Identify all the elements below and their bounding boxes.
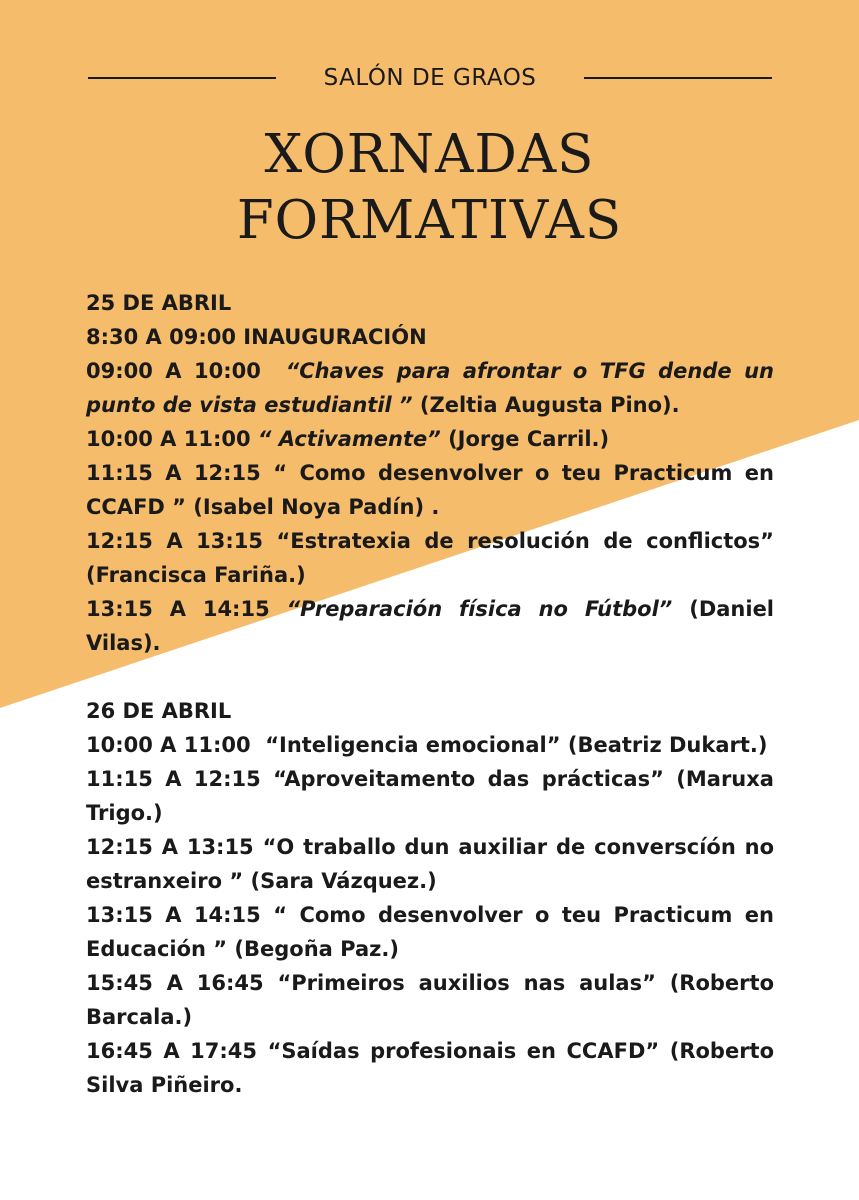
poster-title xyxy=(0,122,859,254)
day-heading: 26 DE ABRIL xyxy=(86,699,232,723)
entry-speaker: (Sara Vázquez.) xyxy=(250,869,437,893)
venue-label: SALÓN DE GRAOS xyxy=(323,65,537,91)
schedule-entry xyxy=(86,830,774,898)
opening-entry: 8:30 A 09:00 INAUGURACIÓN xyxy=(86,325,427,349)
entry-time: 09:00 A 10:00 xyxy=(86,359,261,383)
entry-time: 10:00 A 11:00 xyxy=(86,427,251,451)
schedule-entry xyxy=(86,524,774,592)
entry-speaker: (Roberto Barcala.) xyxy=(86,971,774,1029)
entry-speaker: (Beatriz Dukart.) xyxy=(567,733,768,757)
entry-title: “Aproveitamento das prácticas” xyxy=(273,767,664,791)
day-block-25-april xyxy=(86,286,774,660)
entry-time: 11:15 A 12:15 xyxy=(86,461,261,485)
schedule-entry xyxy=(86,966,774,1034)
schedule-entry xyxy=(86,762,774,830)
entry-speaker: (Daniel Vilas). xyxy=(86,597,775,655)
left-divider xyxy=(88,77,276,79)
entry-time: 12:15 A 13:15 xyxy=(86,529,263,553)
schedule-entry xyxy=(86,354,774,422)
entry-speaker: (Begoña Paz.) xyxy=(234,937,399,961)
entry-time: 10:00 A 11:00 xyxy=(86,733,251,757)
entry-speaker: (Isabel Noya Padín) . xyxy=(193,495,440,519)
entry-title: “Estratexia de resolución de conflictos” xyxy=(276,529,774,553)
entry-title: “Saídas profesionais en CCAFD” xyxy=(267,1039,660,1063)
schedule-entry xyxy=(86,456,774,524)
entry-speaker: (Francisca Fariña.) xyxy=(86,563,306,587)
entry-time: 15:45 A 16:45 xyxy=(86,971,264,995)
entry-time: 13:15 A 14:15 xyxy=(86,903,261,927)
entry-speaker: (Maruxa Trigo.) xyxy=(86,767,774,825)
entry-title: “Chaves para afrontar o TFG dende un punto de vista estudiantil ” xyxy=(86,359,774,417)
entry-time: 16:45 A 17:45 xyxy=(86,1039,258,1063)
schedule-entry xyxy=(86,1034,774,1102)
entry-speaker: (Roberto Silva Piñeiro. xyxy=(86,1039,775,1097)
entry-title: “Preparación física no Fútbol” xyxy=(286,597,673,621)
schedule-entry xyxy=(86,728,774,762)
entry-time: 13:15 A 14:15 xyxy=(86,597,270,621)
schedule-entry xyxy=(86,592,774,660)
entry-speaker: (Zeltia Augusta Pino). xyxy=(419,393,680,417)
program-schedule xyxy=(86,286,774,1102)
venue-row xyxy=(88,56,772,100)
entry-time: 12:15 A 13:15 xyxy=(86,835,254,859)
entry-title: “Inteligencia emocional” xyxy=(265,733,561,757)
right-divider xyxy=(584,77,772,79)
title-line-1: XORNADAS xyxy=(264,124,595,185)
entry-title: “ Como desenvolver o teu Practicum en Educación ” xyxy=(86,903,774,961)
entry-title: “ Activamente” xyxy=(257,427,441,451)
entry-title: “O traballo dun auxiliar de converscíón no estranxeiro ” xyxy=(86,835,775,893)
entry-time: 11:15 A 12:15 xyxy=(86,767,261,791)
day-heading: 25 DE ABRIL xyxy=(86,291,232,315)
day-block-26-april xyxy=(86,694,774,1102)
schedule-entry xyxy=(86,898,774,966)
entry-title: “Primeiros auxilios nas aulas” xyxy=(277,971,656,995)
schedule-entry xyxy=(86,422,774,456)
title-line-2: FORMATIVAS xyxy=(236,190,623,251)
entry-speaker: (Jorge Carril.) xyxy=(448,427,610,451)
entry-title: “ Como desenvolver o teu Practicum en CCAFD ” xyxy=(86,461,774,519)
